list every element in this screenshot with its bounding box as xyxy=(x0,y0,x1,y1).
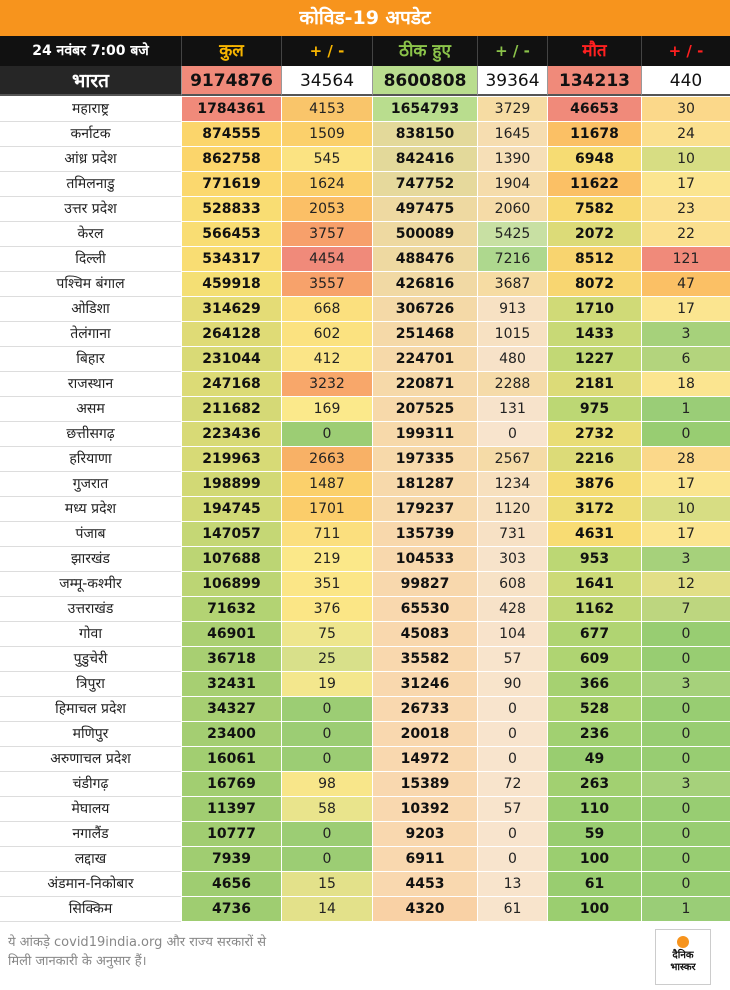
national-recovered: 8600808 xyxy=(372,66,477,96)
cell-deaths: 2072 xyxy=(547,222,641,247)
state-name: ओडिशा xyxy=(0,297,181,322)
cell-deaths: 2181 xyxy=(547,372,641,397)
state-name: सिक्किम xyxy=(0,897,181,922)
cell-total: 4736 xyxy=(181,897,281,922)
cell-total: 107688 xyxy=(181,547,281,572)
recovered-change-header: + / - xyxy=(477,36,547,66)
table-row xyxy=(0,522,730,547)
cell-recovered-change: 72 xyxy=(477,772,547,797)
cell-deaths: 263 xyxy=(547,772,641,797)
cell-recovered-change: 731 xyxy=(477,522,547,547)
cell-recovered-change: 1390 xyxy=(477,147,547,172)
cell-recovered: 15389 xyxy=(372,772,477,797)
state-name: तेलंगाना xyxy=(0,322,181,347)
cell-deaths-change: 3 xyxy=(641,672,730,697)
cell-total-change: 351 xyxy=(281,572,372,597)
cell-total-change: 668 xyxy=(281,297,372,322)
cell-total-change: 219 xyxy=(281,547,372,572)
cell-recovered: 224701 xyxy=(372,347,477,372)
cell-total-change: 75 xyxy=(281,622,372,647)
cell-recovered-change: 0 xyxy=(477,747,547,772)
table-row xyxy=(0,597,730,622)
cell-total-change: 14 xyxy=(281,897,372,922)
cell-total-change: 3232 xyxy=(281,372,372,397)
cell-deaths: 528 xyxy=(547,697,641,722)
cell-deaths: 110 xyxy=(547,797,641,822)
cell-deaths-change: 0 xyxy=(641,847,730,872)
cell-deaths-change: 0 xyxy=(641,747,730,772)
national-total: 9174876 xyxy=(181,66,281,96)
cell-recovered: 207525 xyxy=(372,397,477,422)
cell-deaths: 59 xyxy=(547,822,641,847)
cell-deaths-change: 30 xyxy=(641,97,730,122)
cell-total-change: 19 xyxy=(281,672,372,697)
cell-recovered-change: 104 xyxy=(477,622,547,647)
table-row xyxy=(0,872,730,897)
cell-total-change: 1509 xyxy=(281,122,372,147)
state-name: असम xyxy=(0,397,181,422)
state-name: नगालैंड xyxy=(0,822,181,847)
cell-deaths-change: 0 xyxy=(641,722,730,747)
sun-icon xyxy=(677,936,689,948)
cell-deaths: 11622 xyxy=(547,172,641,197)
cell-total: 459918 xyxy=(181,272,281,297)
cell-deaths-change: 22 xyxy=(641,222,730,247)
cell-deaths: 7582 xyxy=(547,197,641,222)
state-name: हरियाणा xyxy=(0,447,181,472)
cell-total-change: 4153 xyxy=(281,97,372,122)
cell-recovered: 179237 xyxy=(372,497,477,522)
cell-recovered-change: 131 xyxy=(477,397,547,422)
state-name: उत्तराखंड xyxy=(0,597,181,622)
source-note xyxy=(8,933,408,971)
deaths-change-header: + / - xyxy=(641,36,730,66)
cell-recovered: 65530 xyxy=(372,597,477,622)
cell-recovered-change: 913 xyxy=(477,297,547,322)
cell-total-change: 0 xyxy=(281,422,372,447)
cell-total: 4656 xyxy=(181,872,281,897)
cell-total-change: 2053 xyxy=(281,197,372,222)
cell-deaths-change: 1 xyxy=(641,897,730,922)
cell-recovered-change: 1645 xyxy=(477,122,547,147)
cell-recovered: 220871 xyxy=(372,372,477,397)
cell-recovered-change: 480 xyxy=(477,347,547,372)
state-name: झारखंड xyxy=(0,547,181,572)
cell-recovered: 497475 xyxy=(372,197,477,222)
table-row xyxy=(0,747,730,772)
cell-total: 23400 xyxy=(181,722,281,747)
national-deaths-change: 440 xyxy=(641,66,730,96)
cell-deaths-change: 0 xyxy=(641,797,730,822)
table-row xyxy=(0,797,730,822)
cell-deaths-change: 0 xyxy=(641,622,730,647)
cell-recovered: 9203 xyxy=(372,822,477,847)
cell-recovered-change: 7216 xyxy=(477,247,547,272)
cell-recovered-change: 61 xyxy=(477,897,547,922)
cell-recovered: 1654793 xyxy=(372,97,477,122)
cell-recovered: 251468 xyxy=(372,322,477,347)
cell-recovered: 842416 xyxy=(372,147,477,172)
cell-deaths-change: 0 xyxy=(641,822,730,847)
cell-deaths-change: 28 xyxy=(641,447,730,472)
cell-recovered-change: 303 xyxy=(477,547,547,572)
cell-total: 10777 xyxy=(181,822,281,847)
table-row xyxy=(0,147,730,172)
table-row xyxy=(0,372,730,397)
cell-recovered: 197335 xyxy=(372,447,477,472)
cell-total-change: 98 xyxy=(281,772,372,797)
cell-total: 247168 xyxy=(181,372,281,397)
cell-recovered-change: 3687 xyxy=(477,272,547,297)
cell-total: 231044 xyxy=(181,347,281,372)
cell-deaths-change: 12 xyxy=(641,572,730,597)
cell-recovered-change: 90 xyxy=(477,672,547,697)
cell-deaths: 61 xyxy=(547,872,641,897)
cell-deaths-change: 0 xyxy=(641,697,730,722)
table-row xyxy=(0,847,730,872)
table-row xyxy=(0,447,730,472)
cell-deaths-change: 3 xyxy=(641,322,730,347)
cell-deaths: 3876 xyxy=(547,472,641,497)
state-name: महाराष्ट्र xyxy=(0,97,181,122)
cell-total-change: 1701 xyxy=(281,497,372,522)
cell-recovered-change: 1015 xyxy=(477,322,547,347)
cell-deaths: 975 xyxy=(547,397,641,422)
state-name: हिमाचल प्रदेश xyxy=(0,697,181,722)
table-row xyxy=(0,647,730,672)
cell-recovered-change: 0 xyxy=(477,722,547,747)
cell-total-change: 15 xyxy=(281,872,372,897)
cell-deaths: 100 xyxy=(547,847,641,872)
cell-total: 528833 xyxy=(181,197,281,222)
cell-deaths: 1710 xyxy=(547,297,641,322)
cell-total: 32431 xyxy=(181,672,281,697)
cell-deaths: 1227 xyxy=(547,347,641,372)
cell-deaths-change: 7 xyxy=(641,597,730,622)
table-row xyxy=(0,97,730,122)
table-row xyxy=(0,722,730,747)
cell-deaths-change: 0 xyxy=(641,647,730,672)
cell-deaths: 2216 xyxy=(547,447,641,472)
logo-line-2: भास्कर xyxy=(670,962,696,973)
cell-total-change: 711 xyxy=(281,522,372,547)
cell-deaths: 4631 xyxy=(547,522,641,547)
cell-deaths: 1433 xyxy=(547,322,641,347)
footer xyxy=(0,925,730,990)
cell-total: 566453 xyxy=(181,222,281,247)
state-name: छत्तीसगढ़ xyxy=(0,422,181,447)
total-change-header: + / - xyxy=(281,36,372,66)
cell-deaths: 677 xyxy=(547,622,641,647)
source-line-1: ये आंकड़े covid19india.org और राज्य सरकारों से xyxy=(8,935,267,950)
cell-total-change: 545 xyxy=(281,147,372,172)
cell-recovered-change: 428 xyxy=(477,597,547,622)
cell-recovered-change: 2288 xyxy=(477,372,547,397)
cell-total: 16061 xyxy=(181,747,281,772)
table-row xyxy=(0,397,730,422)
cell-total: 7939 xyxy=(181,847,281,872)
cell-recovered: 199311 xyxy=(372,422,477,447)
cell-total-change: 2663 xyxy=(281,447,372,472)
cell-total: 314629 xyxy=(181,297,281,322)
national-recovered-change: 39364 xyxy=(477,66,547,96)
state-name: अंडमान-निकोबार xyxy=(0,872,181,897)
cell-recovered-change: 2060 xyxy=(477,197,547,222)
cell-total-change: 602 xyxy=(281,322,372,347)
cell-total: 194745 xyxy=(181,497,281,522)
table-row xyxy=(0,472,730,497)
cell-total-change: 0 xyxy=(281,722,372,747)
cell-deaths: 8072 xyxy=(547,272,641,297)
cell-recovered: 35582 xyxy=(372,647,477,672)
cell-total: 147057 xyxy=(181,522,281,547)
cell-total-change: 0 xyxy=(281,747,372,772)
cell-total-change: 0 xyxy=(281,822,372,847)
cell-recovered: 45083 xyxy=(372,622,477,647)
cell-total: 198899 xyxy=(181,472,281,497)
cell-recovered-change: 1120 xyxy=(477,497,547,522)
cell-total-change: 412 xyxy=(281,347,372,372)
cell-recovered-change: 0 xyxy=(477,697,547,722)
cell-deaths: 2732 xyxy=(547,422,641,447)
table-row xyxy=(0,222,730,247)
cell-recovered-change: 0 xyxy=(477,822,547,847)
dainik-bhaskar-logo xyxy=(655,929,711,985)
cell-total: 16769 xyxy=(181,772,281,797)
cell-deaths-change: 24 xyxy=(641,122,730,147)
cell-recovered: 500089 xyxy=(372,222,477,247)
table-row xyxy=(0,547,730,572)
national-deaths: 134213 xyxy=(547,66,641,96)
cell-deaths: 11678 xyxy=(547,122,641,147)
state-name: पुडुचेरी xyxy=(0,647,181,672)
cell-recovered: 838150 xyxy=(372,122,477,147)
cell-deaths-change: 47 xyxy=(641,272,730,297)
cell-recovered: 181287 xyxy=(372,472,477,497)
source-line-2: मिली जानकारी के अनुसार हैं। xyxy=(8,954,147,969)
cell-total: 46901 xyxy=(181,622,281,647)
cell-recovered-change: 3729 xyxy=(477,97,547,122)
cell-deaths-change: 17 xyxy=(641,297,730,322)
table-header xyxy=(0,36,730,66)
table-row xyxy=(0,347,730,372)
national-name: भारत xyxy=(0,66,181,96)
state-name: त्रिपुरा xyxy=(0,672,181,697)
cell-recovered: 4453 xyxy=(372,872,477,897)
table-row xyxy=(0,172,730,197)
cell-recovered-change: 57 xyxy=(477,797,547,822)
state-name: दिल्ली xyxy=(0,247,181,272)
table-row xyxy=(0,197,730,222)
date-label: 24 नवंबर 7:00 बजे xyxy=(32,43,149,59)
cell-deaths: 366 xyxy=(547,672,641,697)
table-row xyxy=(0,822,730,847)
table-row xyxy=(0,247,730,272)
state-table xyxy=(0,97,730,922)
cell-recovered: 488476 xyxy=(372,247,477,272)
cell-total-change: 1487 xyxy=(281,472,372,497)
cell-total-change: 169 xyxy=(281,397,372,422)
cell-recovered: 99827 xyxy=(372,572,477,597)
national-total-change: 34564 xyxy=(281,66,372,96)
cell-recovered: 104533 xyxy=(372,547,477,572)
cell-deaths-change: 10 xyxy=(641,497,730,522)
state-name: अरुणाचल प्रदेश xyxy=(0,747,181,772)
cell-total: 34327 xyxy=(181,697,281,722)
cell-recovered: 4320 xyxy=(372,897,477,922)
cell-total-change: 0 xyxy=(281,697,372,722)
cell-deaths-change: 17 xyxy=(641,472,730,497)
state-name: पश्चिम बंगाल xyxy=(0,272,181,297)
state-name: चंडीगढ़ xyxy=(0,772,181,797)
cell-total: 771619 xyxy=(181,172,281,197)
cell-recovered-change: 0 xyxy=(477,847,547,872)
state-name: गोवा xyxy=(0,622,181,647)
cell-recovered: 10392 xyxy=(372,797,477,822)
page-title: कोविड-19 अपडेट xyxy=(0,0,730,36)
cell-deaths: 3172 xyxy=(547,497,641,522)
logo-line-1: दैनिक xyxy=(672,950,694,961)
state-name: उत्तर प्रदेश xyxy=(0,197,181,222)
table-row xyxy=(0,297,730,322)
cell-total-change: 376 xyxy=(281,597,372,622)
cell-deaths: 8512 xyxy=(547,247,641,272)
cell-deaths-change: 1 xyxy=(641,397,730,422)
cell-recovered: 747752 xyxy=(372,172,477,197)
cell-recovered: 135739 xyxy=(372,522,477,547)
cell-recovered-change: 1234 xyxy=(477,472,547,497)
table-row xyxy=(0,572,730,597)
table-row xyxy=(0,672,730,697)
cell-deaths: 100 xyxy=(547,897,641,922)
state-name: मणिपुर xyxy=(0,722,181,747)
cell-deaths: 46653 xyxy=(547,97,641,122)
cell-deaths: 1162 xyxy=(547,597,641,622)
cell-total: 36718 xyxy=(181,647,281,672)
cell-deaths-change: 18 xyxy=(641,372,730,397)
cell-deaths-change: 3 xyxy=(641,772,730,797)
cell-total-change: 4454 xyxy=(281,247,372,272)
table-row xyxy=(0,497,730,522)
cell-recovered-change: 5425 xyxy=(477,222,547,247)
state-name: बिहार xyxy=(0,347,181,372)
table-row xyxy=(0,122,730,147)
cell-total: 862758 xyxy=(181,147,281,172)
cell-deaths-change: 0 xyxy=(641,422,730,447)
cell-recovered: 31246 xyxy=(372,672,477,697)
cell-total: 223436 xyxy=(181,422,281,447)
deaths-header: मौत xyxy=(547,36,641,66)
cell-total-change: 3557 xyxy=(281,272,372,297)
state-name: राजस्थान xyxy=(0,372,181,397)
cell-deaths: 6948 xyxy=(547,147,641,172)
table-row xyxy=(0,697,730,722)
cell-recovered-change: 57 xyxy=(477,647,547,672)
cell-total: 11397 xyxy=(181,797,281,822)
state-name: आंध्र प्रदेश xyxy=(0,147,181,172)
cell-deaths-change: 17 xyxy=(641,172,730,197)
cell-total: 874555 xyxy=(181,122,281,147)
cell-deaths-change: 3 xyxy=(641,547,730,572)
cell-total: 71632 xyxy=(181,597,281,622)
cell-deaths-change: 0 xyxy=(641,872,730,897)
cell-total: 106899 xyxy=(181,572,281,597)
cell-recovered: 14972 xyxy=(372,747,477,772)
state-name: पंजाब xyxy=(0,522,181,547)
cell-total: 1784361 xyxy=(181,97,281,122)
cell-deaths-change: 23 xyxy=(641,197,730,222)
cell-total-change: 25 xyxy=(281,647,372,672)
cell-total: 211682 xyxy=(181,397,281,422)
table-row xyxy=(0,272,730,297)
total-header: कुल xyxy=(181,36,281,66)
cell-deaths-change: 17 xyxy=(641,522,730,547)
cell-total-change: 0 xyxy=(281,847,372,872)
cell-total-change: 3757 xyxy=(281,222,372,247)
cell-deaths: 609 xyxy=(547,647,641,672)
state-name: मेघालय xyxy=(0,797,181,822)
recovered-header: ठीक हुए xyxy=(372,36,477,66)
state-name: कर्नाटक xyxy=(0,122,181,147)
cell-deaths: 1641 xyxy=(547,572,641,597)
cell-total-change: 1624 xyxy=(281,172,372,197)
cell-recovered-change: 2567 xyxy=(477,447,547,472)
table-row xyxy=(0,422,730,447)
cell-recovered: 306726 xyxy=(372,297,477,322)
cell-deaths-change: 6 xyxy=(641,347,730,372)
table-row xyxy=(0,322,730,347)
cell-recovered-change: 0 xyxy=(477,422,547,447)
cell-recovered-change: 608 xyxy=(477,572,547,597)
national-row xyxy=(0,66,730,96)
state-name: मध्य प्रदेश xyxy=(0,497,181,522)
cell-total: 219963 xyxy=(181,447,281,472)
state-name: गुजरात xyxy=(0,472,181,497)
cell-deaths-change: 10 xyxy=(641,147,730,172)
table-row xyxy=(0,622,730,647)
cell-total: 534317 xyxy=(181,247,281,272)
table-row xyxy=(0,897,730,922)
cell-total-change: 58 xyxy=(281,797,372,822)
cell-deaths: 953 xyxy=(547,547,641,572)
state-name: लद्दाख xyxy=(0,847,181,872)
state-name: जम्मू-कश्मीर xyxy=(0,572,181,597)
state-name: केरल xyxy=(0,222,181,247)
cell-recovered: 426816 xyxy=(372,272,477,297)
state-name: तमिलनाडु xyxy=(0,172,181,197)
cell-total: 264128 xyxy=(181,322,281,347)
cell-recovered: 26733 xyxy=(372,697,477,722)
cell-deaths-change: 121 xyxy=(641,247,730,272)
table-row xyxy=(0,772,730,797)
cell-recovered-change: 13 xyxy=(477,872,547,897)
cell-deaths: 49 xyxy=(547,747,641,772)
cell-recovered: 20018 xyxy=(372,722,477,747)
cell-recovered-change: 1904 xyxy=(477,172,547,197)
cell-recovered: 6911 xyxy=(372,847,477,872)
cell-deaths: 236 xyxy=(547,722,641,747)
